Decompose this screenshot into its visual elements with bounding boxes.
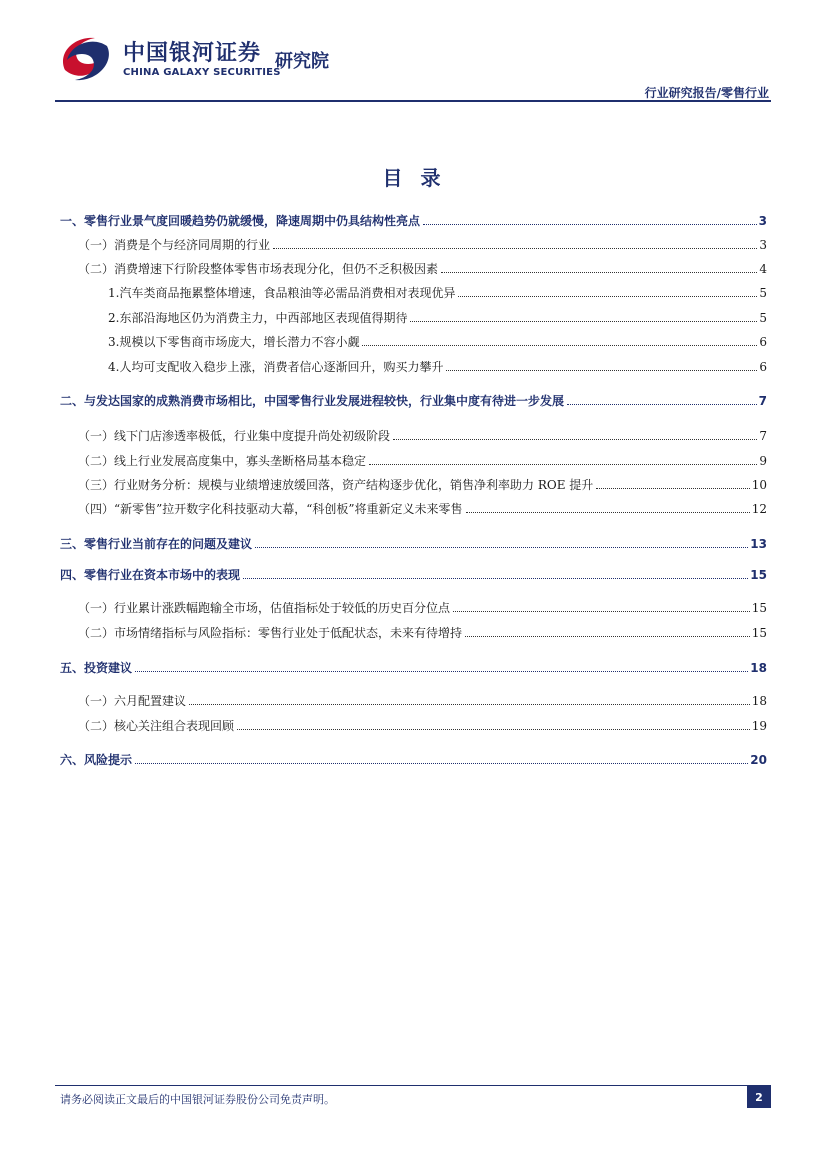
- toc-entry-title: 三、零售行业当前存在的问题及建议: [60, 537, 253, 551]
- toc-entry[interactable]: [60, 427, 767, 447]
- toc-entry-page: 7: [758, 394, 767, 408]
- toc-entry-title: （四）“新零售”拉开数字化科技驱动大幕，“科创板”将重新定义未来零售: [78, 502, 463, 516]
- toc-entry[interactable]: [60, 500, 767, 520]
- toc-leader-dots: [453, 611, 750, 612]
- toc-entry-title: 4.人均可支配收入稳步上涨，消费者信心逐渐回升，购买力攀升: [108, 360, 444, 374]
- toc-entry[interactable]: [60, 717, 767, 737]
- toc-entry-page: 15: [751, 601, 767, 615]
- toc-leader-dots: [567, 404, 757, 405]
- toc-entry-title: （一）消费是个与经济同周期的行业: [78, 238, 271, 252]
- brand-name-en: CHINA GALAXY SECURITIES: [123, 67, 281, 78]
- toc-entry-page: 4: [759, 262, 767, 276]
- header-divider: [55, 100, 771, 102]
- page-header: [0, 0, 827, 104]
- footer-disclaimer: 请务必阅读正文最后的中国银河证券股份公司免责声明。: [60, 1093, 335, 1106]
- toc-entry-title: 2.东部沿海地区仍为消费主力，中西部地区表现值得期待: [108, 311, 408, 325]
- toc-entry[interactable]: [60, 260, 767, 280]
- toc-entry-page: 15: [750, 568, 767, 582]
- toc-entry-page: 9: [759, 454, 767, 468]
- toc-entry-title: 二、与发达国家的成熟消费市场相比，中国零售行业发展进程较快，行业集中度有待进一步发展: [60, 394, 565, 408]
- toc-leader-dots: [369, 464, 757, 465]
- toc-entry[interactable]: [60, 236, 767, 256]
- toc-entry-page: 5: [759, 311, 767, 325]
- toc-leader-dots: [465, 636, 750, 637]
- toc-entry-page: 18: [750, 661, 767, 675]
- toc-entry-title: （二）消费增速下行阶段整体零售市场表现分化，但仍不乏积极因素: [78, 262, 439, 276]
- toc-leader-dots: [441, 272, 757, 273]
- toc-entry[interactable]: [60, 309, 767, 329]
- toc-entry[interactable]: [60, 358, 767, 378]
- toc-leader-dots: [243, 578, 748, 579]
- toc-leader-dots: [466, 512, 750, 513]
- brand-subtitle: 研究院: [275, 51, 329, 72]
- toc-entry[interactable]: [60, 392, 767, 412]
- toc-entry[interactable]: [60, 212, 767, 232]
- toc-entry-title: 一、零售行业景气度回暖趋势仍就缓慢，降速周期中仍具结构性亮点: [60, 214, 421, 228]
- report-type-label: 行业研究报告/零售行业: [644, 86, 769, 100]
- toc-leader-dots: [596, 488, 749, 489]
- toc-leader-dots: [362, 345, 757, 346]
- toc-entry-page: 18: [751, 694, 767, 708]
- brand-name-cn: 中国银河证券: [123, 41, 262, 66]
- toc-entry[interactable]: [60, 284, 767, 304]
- toc-entry-page: 13: [750, 537, 767, 551]
- toc-entry-page: 20: [750, 753, 767, 767]
- page-number: 2: [747, 1086, 771, 1108]
- toc-entry-title: （二）市场情绪指标与风险指标：零售行业处于低配状态，未来有待增持: [78, 626, 463, 640]
- toc-entry[interactable]: [60, 624, 767, 644]
- toc-leader-dots: [237, 729, 750, 730]
- toc-entry-title: （一）线下门店渗透率极低，行业集中度提升尚处初级阶段: [78, 429, 391, 443]
- toc-entry[interactable]: [60, 659, 767, 679]
- toc-leader-dots: [189, 704, 750, 705]
- toc-entry-page: 5: [759, 286, 767, 300]
- toc-entry[interactable]: [60, 751, 767, 771]
- toc-entry[interactable]: [60, 333, 767, 353]
- toc-entry[interactable]: [60, 599, 767, 619]
- toc-entry-title: （二）线上行业发展高度集中，寡头垄断格局基本稳定: [78, 454, 367, 468]
- toc-leader-dots: [446, 370, 757, 371]
- toc-entry-page: 15: [751, 626, 767, 640]
- toc-entry-page: 10: [751, 478, 767, 492]
- toc-entry[interactable]: [60, 476, 767, 496]
- footer-divider: [55, 1085, 771, 1086]
- toc-entry-page: 12: [751, 502, 767, 516]
- toc-leader-dots: [458, 296, 757, 297]
- toc-entry-title: （一）六月配置建议: [78, 694, 187, 708]
- toc-entry[interactable]: [60, 535, 767, 555]
- toc-title: 目录: [382, 166, 459, 190]
- toc-entry-page: 7: [759, 429, 767, 443]
- toc-leader-dots: [393, 439, 757, 440]
- toc-entry[interactable]: [60, 452, 767, 472]
- toc-entry-page: 19: [751, 719, 767, 733]
- toc-entry[interactable]: [60, 566, 767, 586]
- toc-entry-title: 四、零售行业在资本市场中的表现: [60, 568, 241, 582]
- toc-entry-page: 3: [759, 238, 767, 252]
- toc-entry-title: （三）行业财务分析：规模与业绩增速放缓回落，资产结构逐步优化，销售净利率助力 ROE 提升: [78, 478, 594, 492]
- toc-entry[interactable]: [60, 692, 767, 712]
- toc-leader-dots: [423, 224, 757, 225]
- toc-entry-title: 3.规模以下零售商市场庞大，增长潜力不容小觑: [108, 335, 360, 349]
- toc-leader-dots: [410, 321, 757, 322]
- toc-entry-page: 3: [758, 214, 767, 228]
- toc-entry-page: 6: [759, 360, 767, 374]
- toc-entry-title: 六、风险提示: [60, 753, 133, 767]
- toc-leader-dots: [255, 547, 748, 548]
- toc-entry-title: 五、投资建议: [60, 661, 133, 675]
- toc-entry-title: （一）行业累计涨跌幅跑输全市场，估值指标处于较低的历史百分位点: [78, 601, 451, 615]
- toc-leader-dots: [135, 671, 748, 672]
- toc-entry-title: 1.汽车类商品拖累整体增速，食品粮油等必需品消费相对表现优异: [108, 286, 456, 300]
- galaxy-swirl-logo-icon: [55, 30, 115, 88]
- toc-entry-page: 6: [759, 335, 767, 349]
- toc-leader-dots: [273, 248, 757, 249]
- toc-leader-dots: [135, 763, 748, 764]
- toc-entry-title: （二）核心关注组合表现回顾: [78, 719, 235, 733]
